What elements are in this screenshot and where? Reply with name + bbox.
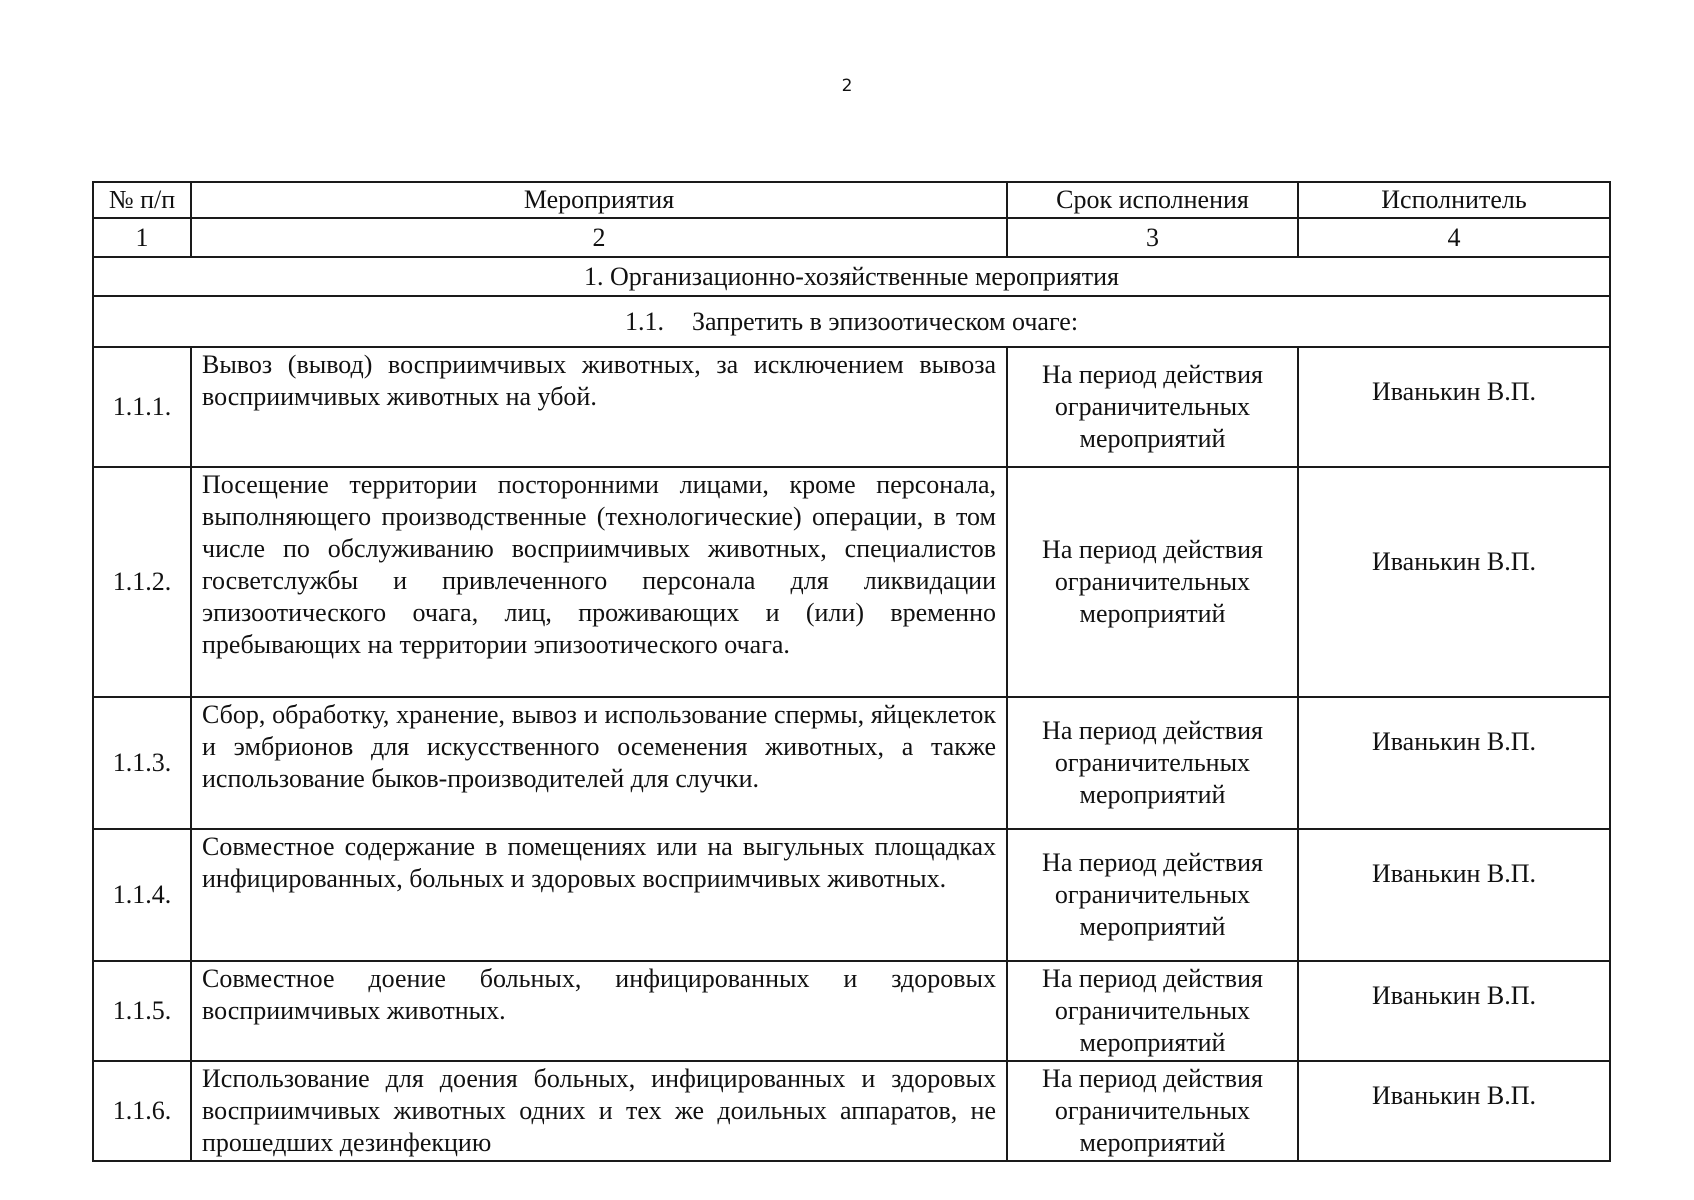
row-measure-text: Использование для доения больных, инфицированных и здоровых восприимчивых животных одних и тех же доильных аппаратов, не прошедших дезинфекцию xyxy=(191,1061,1007,1161)
row-term-line: мероприятий xyxy=(1079,1128,1226,1157)
row-term-line: На период действия xyxy=(1042,848,1263,877)
column-number-row xyxy=(93,218,1610,257)
column-number-1: 1 xyxy=(93,218,191,257)
row-number: 1.1.4. xyxy=(93,829,191,961)
row-term-line: ограничительных xyxy=(1054,567,1251,596)
header-number: № п/п xyxy=(93,182,191,218)
row-term-line: мероприятий xyxy=(1079,912,1226,941)
table-row xyxy=(93,1061,1610,1161)
row-number: 1.1.6. xyxy=(93,1061,191,1161)
row-number: 1.1.1. xyxy=(93,347,191,467)
subsection-title: Запретить в эпизоотическом очаге: xyxy=(691,306,1079,336)
header-term: Срок исполнения xyxy=(1007,182,1298,218)
row-term-line: ограничительных xyxy=(1054,748,1251,777)
row-term-line: мероприятий xyxy=(1079,1028,1226,1057)
row-executor: Иванькин В.П. xyxy=(1298,1061,1610,1161)
row-term-line: мероприятий xyxy=(1079,599,1226,628)
row-term-line: ограничительных xyxy=(1054,1096,1251,1125)
subsection-cell xyxy=(93,296,1610,347)
row-executor: Иванькин В.П. xyxy=(1298,347,1610,467)
row-measure-text: Совместное содержание в помещениях или на выгульных площадках инфицированных, больных и здоровых восприимчивых животных. xyxy=(191,829,1007,961)
table-row xyxy=(93,829,1610,961)
row-term xyxy=(1007,697,1298,829)
row-measure-text: Сбор, обработку, хранение, вывоз и использование спермы, яйцеклеток и эмбрионов для искусственного осеменения животных, а также использование быков-производителей для случки. xyxy=(191,697,1007,829)
row-term-line: На период действия xyxy=(1042,716,1263,745)
subsection-number: 1.1. xyxy=(624,306,664,336)
table-row xyxy=(93,961,1610,1061)
section-row xyxy=(93,257,1610,296)
row-executor: Иванькин В.П. xyxy=(1298,961,1610,1061)
row-term xyxy=(1007,347,1298,467)
row-term-line: мероприятий xyxy=(1079,780,1226,809)
section-title: 1. Организационно-хозяйственные мероприятия xyxy=(93,257,1610,296)
row-executor: Иванькин В.П. xyxy=(1298,697,1610,829)
row-measure-text: Вывоз (вывод) восприимчивых животных, за исключением вывоза восприимчивых животных на убой. xyxy=(191,347,1007,467)
row-term-line: На период действия xyxy=(1042,1064,1263,1093)
row-term-line: На период действия xyxy=(1042,360,1263,389)
column-number-4: 4 xyxy=(1298,218,1610,257)
row-number: 1.1.2. xyxy=(93,467,191,697)
table-row xyxy=(93,347,1610,467)
row-term-line: ограничительных xyxy=(1054,880,1251,909)
row-term xyxy=(1007,1061,1298,1161)
row-executor: Иванькин В.П. xyxy=(1298,467,1610,697)
row-number: 1.1.3. xyxy=(93,697,191,829)
header-executor: Исполнитель xyxy=(1298,182,1610,218)
header-measures: Мероприятия xyxy=(191,182,1007,218)
row-term-line: ограничительных xyxy=(1054,996,1251,1025)
row-term xyxy=(1007,467,1298,697)
row-measure-text: Посещение территории посторонними лицами, кроме персонала, выполняющего производственные (технологические) операции, в том числе по обслуживанию восприимчивых животных, специалистов госветслужбы и привлеченного персонала для ликвидации эпизоотического очага, лиц, проживающих и (или) временно пребывающих на территории эпизоотического очага. xyxy=(191,467,1007,697)
subsection-row xyxy=(93,296,1610,347)
row-term-line: На период действия xyxy=(1042,535,1263,564)
row-executor: Иванькин В.П. xyxy=(1298,829,1610,961)
table-row xyxy=(93,697,1610,829)
page-number: 2 xyxy=(841,76,853,96)
row-term-line: На период действия xyxy=(1042,964,1263,993)
table-header-row xyxy=(93,182,1610,218)
row-number: 1.1.5. xyxy=(93,961,191,1061)
table-row xyxy=(93,467,1610,697)
row-term-line: ограничительных xyxy=(1054,392,1251,421)
row-term xyxy=(1007,961,1298,1061)
column-number-2: 2 xyxy=(191,218,1007,257)
row-measure-text: Совместное доение больных, инфицированных и здоровых восприимчивых животных. xyxy=(191,961,1007,1061)
measures-table xyxy=(92,181,1611,1162)
row-term-line: мероприятий xyxy=(1079,424,1226,453)
table-body xyxy=(93,347,1610,1161)
column-number-3: 3 xyxy=(1007,218,1298,257)
row-term xyxy=(1007,829,1298,961)
